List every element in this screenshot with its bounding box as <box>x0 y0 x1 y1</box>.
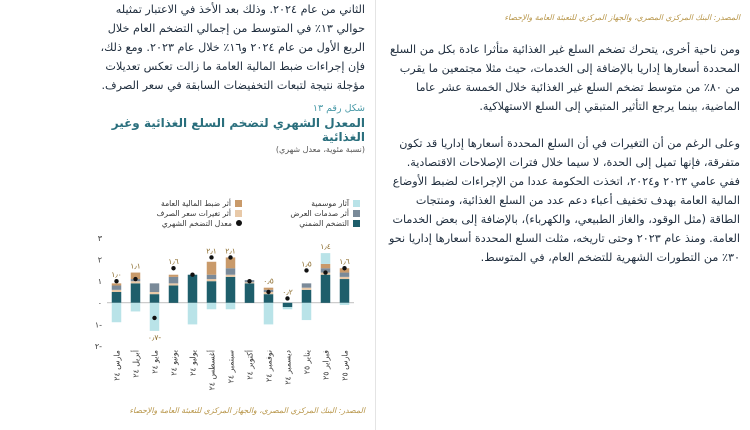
data-label: ٢٫١ <box>225 246 236 256</box>
bar-segment <box>112 303 122 322</box>
legend-swatch <box>235 210 242 217</box>
bar-segment <box>207 275 217 279</box>
legend-swatch <box>353 220 360 227</box>
bar-segment <box>340 303 350 305</box>
inflation-dot <box>323 270 327 274</box>
x-tick-label: يونيو ٢٤ <box>169 350 179 376</box>
bar-segment <box>169 277 179 283</box>
bar-segment <box>150 292 160 294</box>
legend-label: أثر صدمات العرض <box>290 208 349 218</box>
data-label: ١٫٥ <box>301 259 312 269</box>
inflation-dot <box>209 255 213 259</box>
bar-segment <box>226 303 236 309</box>
data-label: ٠٫٥ <box>263 276 274 286</box>
bar-segment <box>169 275 179 277</box>
data-label: ١٫٦ <box>339 257 350 267</box>
y-tick-label: ١ <box>97 277 102 287</box>
bar-segment <box>131 281 141 283</box>
bar-segment <box>245 283 255 302</box>
bar-segment <box>321 253 331 264</box>
legend-label: التضخم الضمني <box>299 218 349 228</box>
bar-segment <box>340 279 350 303</box>
bar-segment <box>264 303 274 325</box>
bar-segment <box>340 273 350 277</box>
legend-item <box>124 208 242 218</box>
bar-segment <box>321 264 331 268</box>
bar-segment <box>302 283 312 287</box>
x-tick-label: مارس ٢٤ <box>112 350 122 381</box>
data-label: ١٫٤ <box>320 242 331 252</box>
bar-segment <box>302 290 312 303</box>
x-tick-label: أبريل ٢٤ <box>131 350 141 378</box>
inflation-dot <box>114 279 118 283</box>
inflation-dot <box>304 268 308 272</box>
x-tick-label: مايو ٢٤ <box>150 350 160 374</box>
legend-label: معدل التضخم الشهري <box>161 218 232 228</box>
bar-segment <box>226 275 236 277</box>
bar-segment <box>207 303 217 309</box>
inflation-dot <box>133 277 137 281</box>
inflation-dot <box>342 266 346 270</box>
bar-segment <box>112 292 122 303</box>
bar-segment <box>112 286 122 290</box>
bar-segment <box>283 307 293 309</box>
x-tick-label: يناير ٢٥ <box>302 350 312 375</box>
x-tick-label: نوفمبر ٢٤ <box>264 350 274 382</box>
x-tick-label: سبتمبر ٢٤ <box>226 350 236 384</box>
bar-segment <box>112 283 122 285</box>
bar-segment <box>150 283 160 292</box>
legend-item <box>124 198 242 208</box>
bar-segment <box>188 275 198 303</box>
bar-segment <box>264 294 274 303</box>
y-tick-label: ٣ <box>97 234 102 243</box>
data-label: ١٫١ <box>130 261 141 271</box>
bar-segment <box>226 268 236 274</box>
y-tick-label: ٠ <box>97 298 102 308</box>
left-paragraph: الثاني من عام ٢٠٢٤. وذلك بعد الأخذ في الاعتبار تمثيله حوالي ١٣٪ في المتوسط من إجمالي التضخم العام خلال الربع الأول من عام ٢٠٢٤ و١٦٪ خلال عام ٢٠٢٣. ومع ذلك، فإن إجراءات ضبط المالية العامة ما زالت تعكس تعديلات مؤجلة نتيجة لتبعات التخفيضات السابقة في سعر الصرف. <box>100 3 365 92</box>
inflation-dot <box>285 296 289 300</box>
legend-swatch <box>353 200 360 207</box>
y-tick-label: ١- <box>94 320 102 330</box>
inflation-dot <box>247 279 251 283</box>
legend-label: آثار موسمية <box>311 198 349 208</box>
x-tick-label: ديسمبر ٢٤ <box>283 350 293 385</box>
x-tick-label: يوليو ٢٤ <box>188 350 198 376</box>
figure-title: المعدل الشهري لتضخم السلع الغذائية وغير الغذائية <box>111 116 365 144</box>
right-paragraph-1: ومن ناحية أخرى، يتحرك تضخم السلع غير الغذائية متأثرا عادة بكل من السلع المحددة أسعارها إداريا بالإضافة إلى الخدمات، حيث مثلا مجتمعين ما يقرب من ٨٠٪ من متوسط تضخم السلع غير الغذائية خلال الخمسة عشر عاما الماضية، بينما يرجع التأثير المتبقي إلى السلع الاستهلاكية. <box>389 43 740 113</box>
bar-segment <box>283 303 293 307</box>
data-label: ٢٫١ <box>206 246 217 256</box>
bar-segment <box>302 288 312 290</box>
inflation-dot <box>266 290 270 294</box>
bar-segment <box>226 277 236 303</box>
column-divider <box>375 0 376 430</box>
legend-label: أثر تغيرات سعر الصرف <box>156 208 231 218</box>
x-tick-label: فبراير ٢٥ <box>321 350 331 380</box>
legend-dot <box>236 220 242 226</box>
bar-segment <box>131 303 141 312</box>
data-label: ٠٫٧- <box>147 332 162 342</box>
legend-swatch <box>353 210 360 217</box>
figure-source-wrap <box>93 405 365 417</box>
legend-item <box>242 198 360 208</box>
right-paragraph-2: وعلى الرغم من أن التغيرات في أن السلع المحددة أسعارها إداريا قد تكون متفرقة، فإنها تميل إلى الحدة، لا سيما خلال فترات الإصلاحات الاقتصادية. ففي عامي ٢٠٢٣ و٢٠٢٤، اتخذت الحكومة عددا من الإجراءات لضبط الأوضاع المالية العامة بهدف تخفيف أعباء دعم عدد من السلع الغذائية، ومنتجات الطاقة (مثل الوقود، والغاز الطبيعي، والكهرباء)، بالإضافة إلى بعض الخدمات العامة. ومنذ عام ٢٠٢٣ وحتى تاريخه، مثلت السلع المحددة أسعارها إداريا نحو ٣٠٪ من التطورات الشهرية للتضخم العام، في المتوسط. <box>389 137 740 264</box>
left-column <box>93 0 365 154</box>
data-label: ١٫٦ <box>168 257 179 267</box>
stacked-bar-chart <box>85 232 360 404</box>
right-top-source: المصدر: البنك المركزي المصري، والجهاز المركزي للتعبئة العامة والإحصاء <box>504 13 740 22</box>
figure-label: شكل رقم ١٣ <box>312 103 365 114</box>
right-column <box>388 0 740 267</box>
bar-segment <box>340 277 350 279</box>
legend-swatch <box>235 200 242 207</box>
legend-item <box>242 208 360 218</box>
bar-segment <box>131 283 141 302</box>
legend-item <box>124 218 242 228</box>
bar-segment <box>169 286 179 303</box>
inflation-dot <box>152 316 156 320</box>
y-tick-label: ٢ <box>97 255 102 265</box>
figure-source: المصدر: البنك المركزي المصري، والجهاز المركزي للتعبئة العامة والإحصاء <box>129 406 365 415</box>
bar-segment <box>264 288 274 290</box>
x-tick-label: أكتوبر ٢٤ <box>245 350 255 380</box>
bar-segment <box>169 283 179 285</box>
inflation-dot <box>171 266 175 270</box>
bar-segment <box>112 290 122 292</box>
data-label: ٠٫٢ <box>282 287 293 297</box>
x-tick-label: أغسطس ٢٤ <box>207 350 217 391</box>
data-label: ١٫٠ <box>111 270 122 280</box>
legend-item <box>242 218 360 228</box>
bar-segment <box>302 303 312 320</box>
chart-legend <box>120 198 360 228</box>
bar-segment <box>321 275 331 303</box>
inflation-dot <box>190 273 194 277</box>
bar-segment <box>207 262 217 275</box>
figure-subtitle: (نسبة مئوية، معدل شهري) <box>275 145 365 154</box>
inflation-dot <box>228 255 232 259</box>
bar-segment <box>207 281 217 303</box>
legend-label: أثر ضبط المالية العامة <box>161 198 231 208</box>
bar-segment <box>188 303 198 325</box>
bar-segment <box>207 279 217 281</box>
y-tick-label: ٢- <box>94 342 102 351</box>
x-tick-label: مارس ٢٥ <box>340 350 350 381</box>
bar-segment <box>150 294 160 303</box>
